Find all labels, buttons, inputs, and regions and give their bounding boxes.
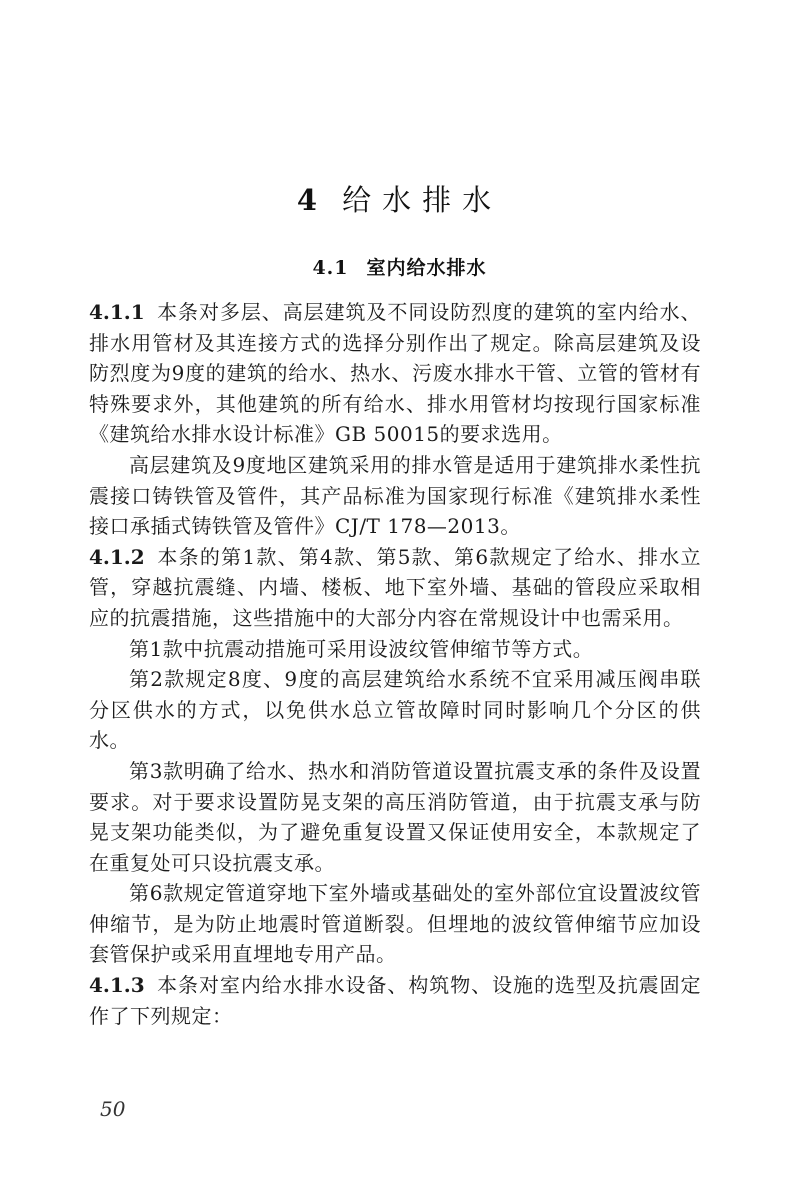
chapter-title [0,178,799,219]
paragraph-text: 第2款规定8度、9度的高层建筑给水系统不宜采用减压阀串联分区供水的方式，以免供水总立管故障时同时影响几个分区的供水。 [89,667,701,753]
clause-number: 4.1.3 [89,973,145,998]
paragraph-text: 本条对多层、高层建筑及不同设防烈度的建筑的室内给水、排水用管材及其连接方式的选择分别作出了规定。除高层建筑及设防烈度为9度的建筑的给水、热水、污废水排水干管、立管的管材有特殊要求外，其他建筑的所有给水、排水用管材均按现行国家标准《建筑给水排水设计标准》GB 50015的要求选用。 [89,300,701,447]
section-title-text: 室内给水排水 [366,257,487,279]
chapter-number: 4 [296,183,329,217]
paragraph-text: 第1款中抗震动措施可采用设波纹管伸缩节等方式。 [129,636,594,661]
paragraph [89,634,701,665]
paragraph-clause-4-1-2 [89,542,701,634]
body-text [89,297,701,1031]
paragraph [89,756,701,878]
page-number: 50 [100,1097,126,1121]
paragraph-text: 本条的第1款、第4款、第5款、第6款规定了给水、排水立管，穿越抗震缝、内墙、楼板、地下室外墙、基础的管段应采取相应的抗震措施，这些措施中的大部分内容在常规设计中也需采用。 [89,544,701,630]
section-number: 4.1 [312,257,349,279]
paragraph-text: 第6款规定管道穿地下室外墙或基础处的室外部位宜设置波纹管伸缩节，是为防止地震时管道断裂。但埋地的波纹管伸缩节应加设套管保护或采用直埋地专用产品。 [89,881,701,967]
paragraph-clause-4-1-1 [89,297,701,450]
clause-number: 4.1.1 [89,300,145,324]
section-title [0,253,799,280]
paragraph-text: 本条对室内给水排水设备、构筑物、设施的选型及抗震固定作了下列规定： [89,973,701,1028]
paragraph-text: 第3款明确了给水、热水和消防管道设置抗震支承的条件及设置要求。对于要求设置防晃支架的高压消防管道，由于抗震支承与防晃支架功能类似，为了避免重复设置又保证使用安全，本款规定了在重复处可只设抗震支承。 [89,758,701,875]
paragraph-clause-4-1-3 [89,970,701,1031]
paragraph [89,878,701,970]
clause-number: 4.1.2 [89,544,145,569]
chapter-title-text: 给水排水 [342,183,503,217]
paragraph [89,664,701,756]
paragraph [89,450,701,542]
paragraph-text: 高层建筑及9度地区建筑采用的排水管是适用于建筑排水柔性抗震接口铸铁管及管件，其产品标准为国家现行标准《建筑排水柔性接口承插式铸铁管及管件》CJ/T 178—2013。 [89,452,701,539]
